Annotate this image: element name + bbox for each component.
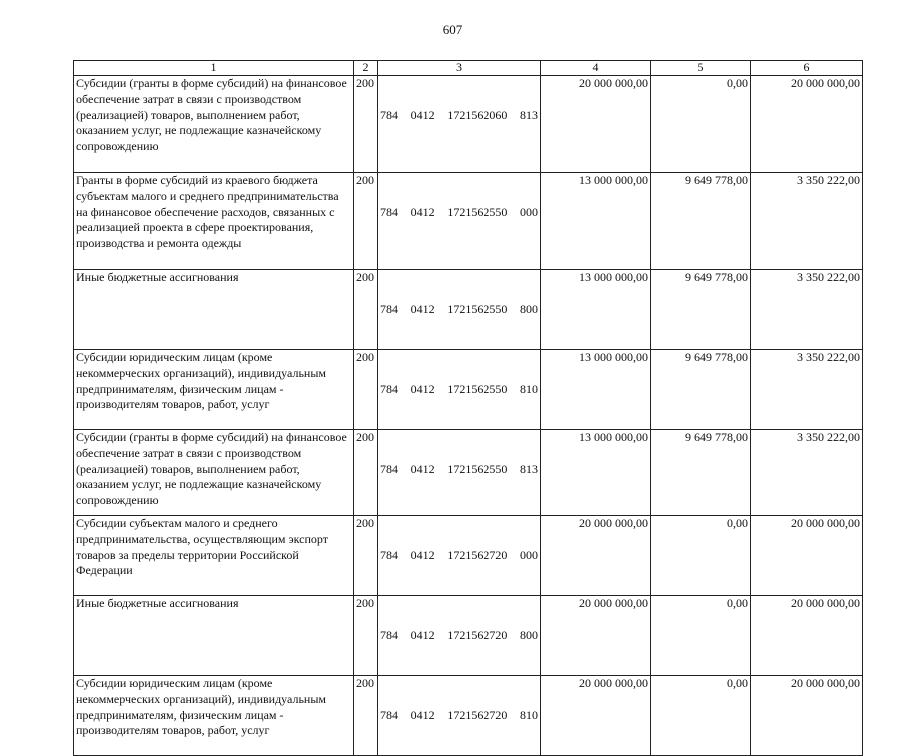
ministry-code: 784: [380, 707, 398, 722]
row-col2: 200: [354, 270, 378, 350]
table-row: [74, 173, 863, 270]
row-total: 3 350 222,00: [751, 429, 863, 515]
section-code: 0412: [410, 204, 435, 219]
row-code: [378, 349, 541, 429]
row-description: Субсидии юридическим лицам (кроме некоммерческих организаций), индивидуальным предпринимателям, физическим лицам - производителям товаров, работ, услуг: [74, 675, 354, 755]
header-col-6: 6: [751, 61, 863, 76]
section-code: 0412: [410, 107, 435, 122]
header-col-1: 1: [74, 61, 354, 76]
target-code: 1721562060: [447, 107, 508, 122]
row-col2: 200: [354, 429, 378, 515]
ministry-code: 784: [380, 204, 398, 219]
row-total: 3 350 222,00: [751, 173, 863, 270]
row-col2: 200: [354, 595, 378, 675]
target-code: 1721562720: [447, 547, 508, 562]
row-total: 3 350 222,00: [751, 270, 863, 350]
row-amount: 13 000 000,00: [541, 173, 651, 270]
row-amount: 20 000 000,00: [541, 675, 651, 755]
row-change: 9 649 778,00: [651, 429, 751, 515]
row-code: [378, 595, 541, 675]
section-code: 0412: [410, 461, 435, 476]
row-description: Гранты в форме субсидий из краевого бюджета субъектам малого и среднего предпринимательства на финансовое обеспечение расходов, связанных с реализацией проекта в сфере проектирования, производства и ремонта одежды: [74, 173, 354, 270]
row-change: 9 649 778,00: [651, 349, 751, 429]
row-amount: 13 000 000,00: [541, 270, 651, 350]
table-row: [74, 270, 863, 350]
row-col2: 200: [354, 515, 378, 595]
row-change: 9 649 778,00: [651, 270, 751, 350]
row-amount: 13 000 000,00: [541, 349, 651, 429]
ministry-code: 784: [380, 547, 398, 562]
table-row: [74, 349, 863, 429]
row-total: 20 000 000,00: [751, 515, 863, 595]
header-col-5: 5: [651, 61, 751, 76]
header-row: [74, 61, 863, 76]
row-total: 3 350 222,00: [751, 349, 863, 429]
row-amount: 20 000 000,00: [541, 595, 651, 675]
row-change: 0,00: [651, 515, 751, 595]
header-col-3: 3: [378, 61, 541, 76]
type-code: 800: [519, 301, 538, 316]
type-code: 810: [519, 707, 538, 722]
ministry-code: 784: [380, 461, 398, 476]
section-code: 0412: [410, 301, 435, 316]
row-change: 0,00: [651, 675, 751, 755]
section-code: 0412: [410, 707, 435, 722]
table-row: [74, 515, 863, 595]
row-col2: 200: [354, 349, 378, 429]
row-change: 0,00: [651, 595, 751, 675]
ministry-code: 784: [380, 627, 398, 642]
row-total: 20 000 000,00: [751, 675, 863, 755]
header-col-2: 2: [354, 61, 378, 76]
table-row: [74, 429, 863, 515]
type-code: 813: [519, 107, 538, 122]
row-col2: 200: [354, 173, 378, 270]
budget-table: [73, 60, 863, 756]
row-amount: 20 000 000,00: [541, 76, 651, 173]
ministry-code: 784: [380, 381, 398, 396]
row-total: 20 000 000,00: [751, 595, 863, 675]
type-code: 800: [519, 627, 538, 642]
row-description: Субсидии (гранты в форме субсидий) на финансовое обеспечение затрат в связи с производством (реализацией) товаров, выполнением работ, оказанием услуг, не подлежащие казначейскому сопровождению: [74, 429, 354, 515]
type-code: 813: [519, 461, 538, 476]
row-code: [378, 173, 541, 270]
type-code: 000: [519, 204, 538, 219]
row-description: Субсидии субъектам малого и среднего предпринимательства, осуществляющим экспорт товаров за пределы территории Российской Федерации: [74, 515, 354, 595]
target-code: 1721562720: [447, 627, 508, 642]
section-code: 0412: [410, 547, 435, 562]
table-row: [74, 76, 863, 173]
table-row: [74, 675, 863, 755]
row-code: [378, 429, 541, 515]
section-code: 0412: [410, 381, 435, 396]
row-description: Иные бюджетные ассигнования: [74, 270, 354, 350]
row-description: Субсидии юридическим лицам (кроме некоммерческих организаций), индивидуальным предпринимателям, физическим лицам - производителям товаров, работ, услуг: [74, 349, 354, 429]
row-change: 9 649 778,00: [651, 173, 751, 270]
header-col-4: 4: [541, 61, 651, 76]
row-description: Субсидии (гранты в форме субсидий) на финансовое обеспечение затрат в связи с производством (реализацией) товаров, выполнением работ, оказанием услуг, не подлежащие казначейскому сопровождению: [74, 76, 354, 173]
target-code: 1721562550: [447, 381, 508, 396]
row-col2: 200: [354, 76, 378, 173]
row-change: 0,00: [651, 76, 751, 173]
table-row: [74, 595, 863, 675]
target-code: 1721562550: [447, 301, 508, 316]
target-code: 1721562720: [447, 707, 508, 722]
row-col2: 200: [354, 675, 378, 755]
ministry-code: 784: [380, 301, 398, 316]
type-code: 000: [519, 547, 538, 562]
row-amount: 13 000 000,00: [541, 429, 651, 515]
ministry-code: 784: [380, 107, 398, 122]
row-code: [378, 270, 541, 350]
row-code: [378, 675, 541, 755]
table-body: [74, 76, 863, 756]
type-code: 810: [519, 381, 538, 396]
row-total: 20 000 000,00: [751, 76, 863, 173]
target-code: 1721562550: [447, 461, 508, 476]
row-code: [378, 76, 541, 173]
row-amount: 20 000 000,00: [541, 515, 651, 595]
target-code: 1721562550: [447, 204, 508, 219]
section-code: 0412: [410, 627, 435, 642]
row-code: [378, 515, 541, 595]
page-number: 607: [442, 22, 463, 37]
row-description: Иные бюджетные ассигнования: [74, 595, 354, 675]
